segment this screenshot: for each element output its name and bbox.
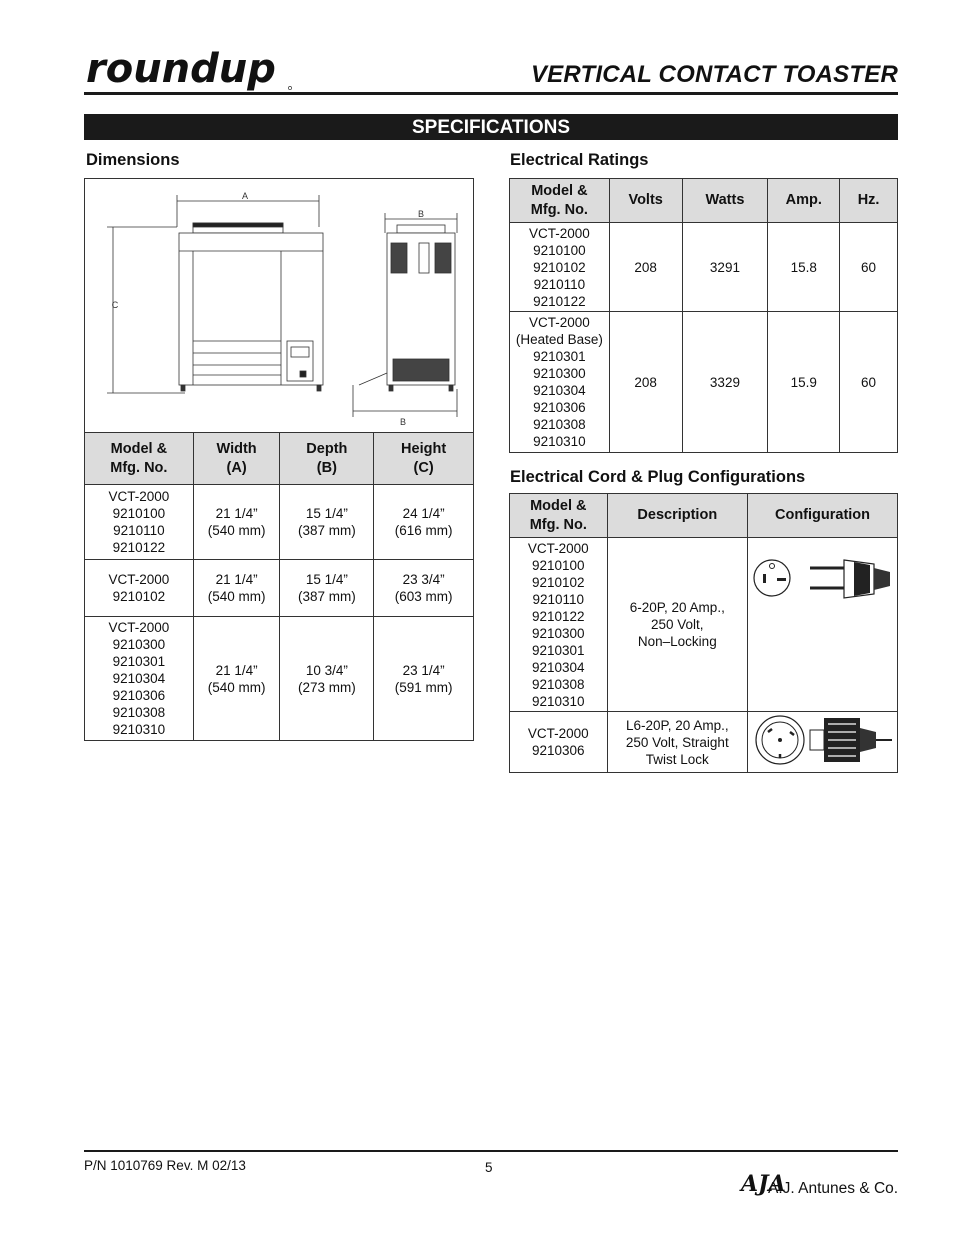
description-cell-line: 250 Volt, <box>651 617 704 632</box>
depth-cell-line: 15 1/4” <box>305 572 348 587</box>
hz-cell-line: 60 <box>861 374 877 390</box>
description-cell <box>607 538 747 712</box>
plug-6-20p-icon <box>748 554 897 614</box>
toaster-drawing <box>85 179 475 433</box>
width-cell-line: 21 1/4” <box>215 572 258 587</box>
label-c: C <box>111 300 119 310</box>
amp-cell <box>768 312 840 453</box>
electrical-heading: Electrical Ratings <box>510 151 649 169</box>
model-cell-line: 9210100 <box>532 557 585 573</box>
model-cell-line: VCT-2000 <box>108 620 170 635</box>
model-cell-line: VCT-2000 <box>527 540 589 556</box>
label-b-top: B <box>417 209 425 219</box>
width-cell-line: 21 1/4” <box>215 662 258 678</box>
model-cell-line: 9210300 <box>533 366 586 381</box>
column-header <box>85 433 194 485</box>
column-header-line: (A) <box>226 459 247 476</box>
width-cell-line: 21 1/4” <box>215 506 258 521</box>
column-header <box>768 179 840 223</box>
antunes-logo-text: AJA <box>741 1171 786 1197</box>
model-cell <box>85 560 194 617</box>
height-cell-line: 23 1/4” <box>402 662 445 678</box>
width-cell <box>193 485 280 560</box>
model-cell <box>510 712 608 773</box>
model-cell <box>85 485 194 560</box>
footer-rule <box>84 1150 898 1152</box>
column-header-line: Hz. <box>857 192 880 208</box>
model-cell-line: 9210306 <box>112 688 166 703</box>
column-header-line: Description <box>637 507 718 523</box>
dimensions-heading: Dimensions <box>86 151 180 169</box>
company-name: A.J. Antunes & Co. <box>768 1180 899 1197</box>
model-cell-line: 9210304 <box>532 659 585 675</box>
hz-cell <box>840 312 898 453</box>
model-cell-line: 9210304 <box>112 671 166 686</box>
column-header-line: Model & <box>530 497 587 514</box>
height-cell <box>374 617 474 741</box>
model-cell-line: 9210301 <box>533 349 586 364</box>
volts-cell <box>609 223 682 312</box>
table-row <box>510 538 898 712</box>
model-cell-line: 9210301 <box>112 654 166 669</box>
configuration-cell <box>748 712 898 773</box>
depth-cell-line: (387 mm) <box>297 589 356 604</box>
column-header-line: Mfg. No. <box>110 459 168 476</box>
model-cell-line: 9210102 <box>532 574 585 590</box>
model-cell-line: 9210300 <box>532 625 585 641</box>
watts-cell <box>682 223 768 312</box>
description-cell <box>607 712 747 773</box>
model-cell-line: 9210310 <box>533 434 586 449</box>
model-cell-line: 9210306 <box>532 743 585 758</box>
amp-cell-line: 15.9 <box>790 374 817 390</box>
column-header-line: Width <box>216 440 257 457</box>
plug-l6-20p-icon <box>748 712 897 772</box>
model-cell-line: 9210300 <box>112 637 166 652</box>
column-header <box>280 433 374 485</box>
roundup-logo <box>84 46 314 94</box>
depth-cell-line: 10 3/4” <box>305 662 348 678</box>
height-cell-line: (616 mm) <box>394 523 453 538</box>
table-row <box>85 560 474 617</box>
model-cell-line: 9210122 <box>112 540 166 555</box>
height-cell-line: 24 1/4” <box>402 506 445 521</box>
depth-cell-line: (387 mm) <box>297 523 356 538</box>
model-cell-line: VCT-2000 <box>108 572 170 587</box>
model-cell-line: VCT-2000 <box>108 489 170 504</box>
table-row <box>85 485 474 560</box>
dimensions-table <box>84 432 474 741</box>
column-header <box>510 179 610 223</box>
model-cell-line: 9210102 <box>112 589 166 604</box>
model-cell <box>85 617 194 741</box>
model-cell-line: 9210308 <box>533 417 586 432</box>
amp-cell-line: 15.8 <box>790 259 817 275</box>
width-cell <box>193 617 280 741</box>
configuration-cell <box>748 538 898 712</box>
table-row <box>510 223 898 312</box>
model-cell-line: (Heated Base) <box>515 332 603 347</box>
model-cell-line: 9210110 <box>113 523 165 538</box>
model-cell-line: 9210304 <box>533 383 586 398</box>
model-cell-line: VCT-2000 <box>527 726 589 741</box>
height-cell <box>374 485 474 560</box>
hz-cell <box>840 223 898 312</box>
description-cell-line: Non–Locking <box>637 634 717 649</box>
model-cell-line: 9210100 <box>533 242 586 258</box>
column-header-line: Model & <box>110 440 168 457</box>
watts-cell-line: 3329 <box>709 374 740 390</box>
column-header <box>682 179 768 223</box>
column-header-line: Configuration <box>774 507 871 523</box>
model-cell-line: 9210301 <box>532 642 585 658</box>
height-cell-line: 23 3/4” <box>402 572 445 587</box>
model-cell-line: 9210310 <box>112 722 166 737</box>
width-cell <box>193 560 280 617</box>
label-b-bottom: B <box>399 417 407 427</box>
model-cell-line: 9210308 <box>112 705 166 720</box>
column-header-line: Volts <box>628 192 663 208</box>
model-cell-line: VCT-2000 <box>528 225 590 241</box>
depth-cell <box>280 485 374 560</box>
model-cell-line: 9210310 <box>532 693 585 709</box>
column-header-line: Amp. <box>785 192 822 208</box>
height-cell-line: (603 mm) <box>394 589 453 604</box>
column-header-line: Watts <box>705 192 745 208</box>
width-cell-line: (540 mm) <box>207 523 266 538</box>
description-cell-line: 250 Volt, Straight <box>625 734 729 750</box>
model-cell-line: 9210306 <box>533 400 586 415</box>
table-row <box>510 712 898 773</box>
column-header-line: (B) <box>316 459 337 476</box>
model-cell <box>510 312 610 453</box>
column-header-line: Mfg. No. <box>529 516 587 533</box>
width-cell-line: (540 mm) <box>207 679 266 695</box>
amp-cell <box>768 223 840 312</box>
document-title: VERTICAL CONTACT TOASTER <box>530 61 898 88</box>
section-title: SPECIFICATIONS <box>84 114 898 140</box>
model-cell-line: 9210102 <box>533 259 586 275</box>
volts-cell-line: 208 <box>634 374 657 390</box>
column-header <box>840 179 898 223</box>
column-header <box>510 494 608 538</box>
column-header-line: Depth <box>306 440 348 457</box>
watts-cell-line: 3291 <box>709 259 740 275</box>
description-cell-line: Twist Lock <box>645 751 709 767</box>
model-cell-line: 9210122 <box>533 293 586 309</box>
model-cell <box>510 223 610 312</box>
description-cell-line: L6-20P, 20 Amp., <box>626 717 729 733</box>
table-row <box>85 617 474 741</box>
cord-heading: Electrical Cord & Plug Configurations <box>510 468 806 486</box>
column-header-line: Height <box>401 440 447 457</box>
model-cell-line: 9210122 <box>532 608 585 624</box>
volts-cell-line: 208 <box>634 259 657 275</box>
page-number: 5 <box>485 1160 493 1175</box>
header-rule <box>84 92 898 95</box>
column-header <box>374 433 474 485</box>
column-header-line: (C) <box>413 459 434 476</box>
description-cell-line: 6-20P, 20 Amp., <box>629 600 725 615</box>
column-header <box>607 494 747 538</box>
column-header <box>193 433 280 485</box>
dimensions-figure <box>84 178 474 432</box>
cord-plug-table <box>509 493 898 773</box>
depth-cell-line: (273 mm) <box>297 679 356 695</box>
column-header-line: Model & <box>531 182 588 199</box>
part-number: P/N 1010769 Rev. M 02/13 <box>84 1158 246 1173</box>
model-cell-line: 9210100 <box>112 506 166 521</box>
volts-cell <box>609 312 682 453</box>
electrical-ratings-table <box>509 178 898 453</box>
column-header <box>748 494 898 538</box>
watts-cell <box>682 312 768 453</box>
model-cell-line: 9210110 <box>533 276 586 292</box>
model-cell <box>510 538 608 712</box>
model-cell-line: 9210110 <box>532 591 585 607</box>
roundup-logo-text: roundup <box>86 46 276 92</box>
label-a: A <box>241 191 249 201</box>
column-header <box>609 179 682 223</box>
height-cell <box>374 560 474 617</box>
hz-cell-line: 60 <box>861 259 877 275</box>
model-cell-line: 9210308 <box>532 676 585 692</box>
model-cell-line: VCT-2000 <box>528 315 590 330</box>
height-cell-line: (591 mm) <box>394 679 453 695</box>
depth-cell <box>280 560 374 617</box>
depth-cell <box>280 617 374 741</box>
depth-cell-line: 15 1/4” <box>305 506 348 521</box>
table-row <box>510 312 898 453</box>
width-cell-line: (540 mm) <box>207 589 266 604</box>
column-header-line: Mfg. No. <box>530 201 588 218</box>
